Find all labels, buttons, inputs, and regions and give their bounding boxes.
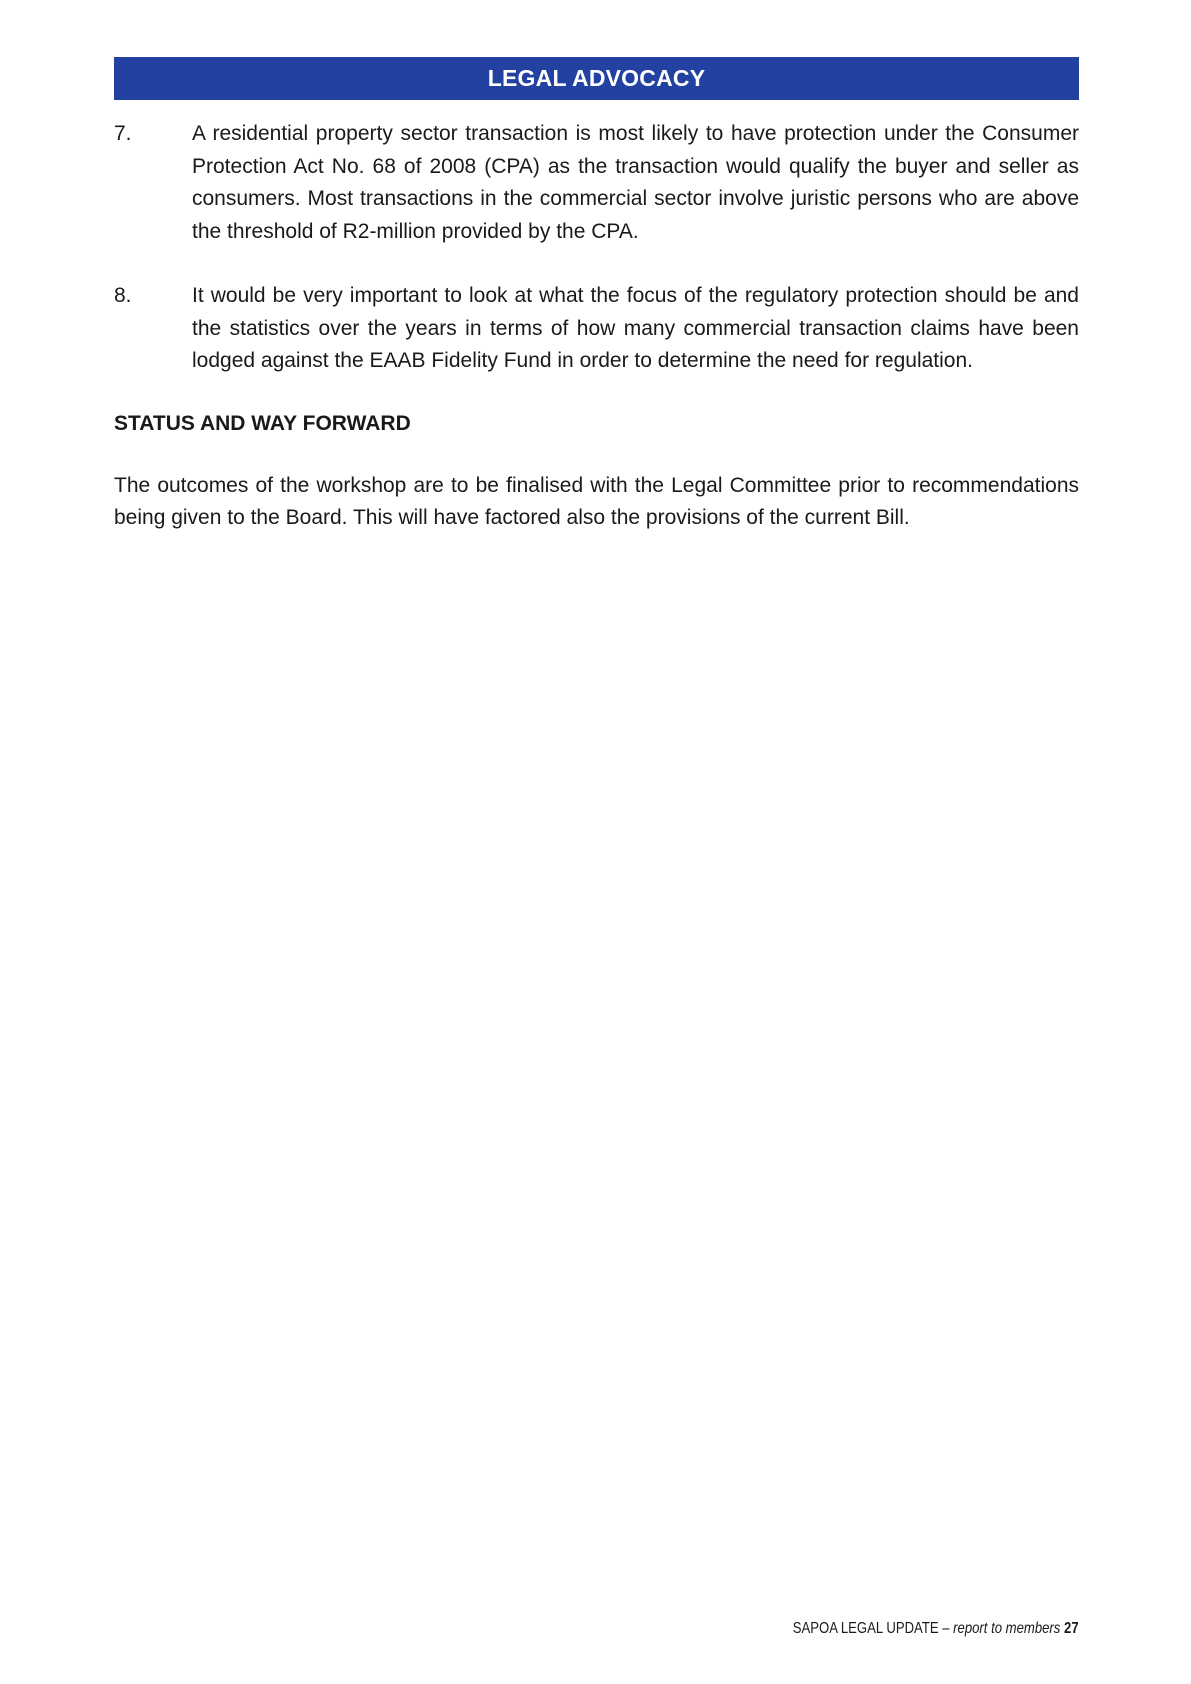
page-number: 27 (1064, 1620, 1079, 1637)
section-heading: STATUS AND WAY FORWARD (114, 411, 411, 435)
section-banner: LEGAL ADVOCACY (114, 57, 1079, 100)
section-body: The outcomes of the workshop are to be finalised with the Legal Committee prior to recommendations being given to the Board. This will have factored also the provisions of the current Bill. (114, 473, 1079, 529)
footer-publication: SAPOA LEGAL UPDATE (793, 1620, 939, 1637)
paragraph-text: A residential property sector transaction is most likely to have protection under the Consumer Protection Act No. 68 of 2008 (CPA) as the transaction would qualify the buyer and seller as consumers. Most transactions in the commercial sector involve juristic persons who are above the threshold of R2-million provided by the CPA. (192, 122, 1079, 243)
paragraph-number: 7. (114, 122, 132, 145)
numbered-paragraph-8 (114, 280, 1079, 378)
paragraph-text: It would be very important to look at what the focus of the regulatory protection should be and the statistics over the years in terms of how many commercial transaction claims have been lodged against the EAAB Fidelity Fund in order to determine the need for regulation. (192, 284, 1079, 372)
footer-subtitle: report to members (953, 1620, 1061, 1637)
page-footer (793, 1620, 1079, 1638)
numbered-paragraph-7 (114, 118, 1079, 248)
paragraph-number: 8. (114, 284, 132, 307)
document-page (114, 57, 1079, 535)
footer-separator: – (938, 1620, 954, 1637)
